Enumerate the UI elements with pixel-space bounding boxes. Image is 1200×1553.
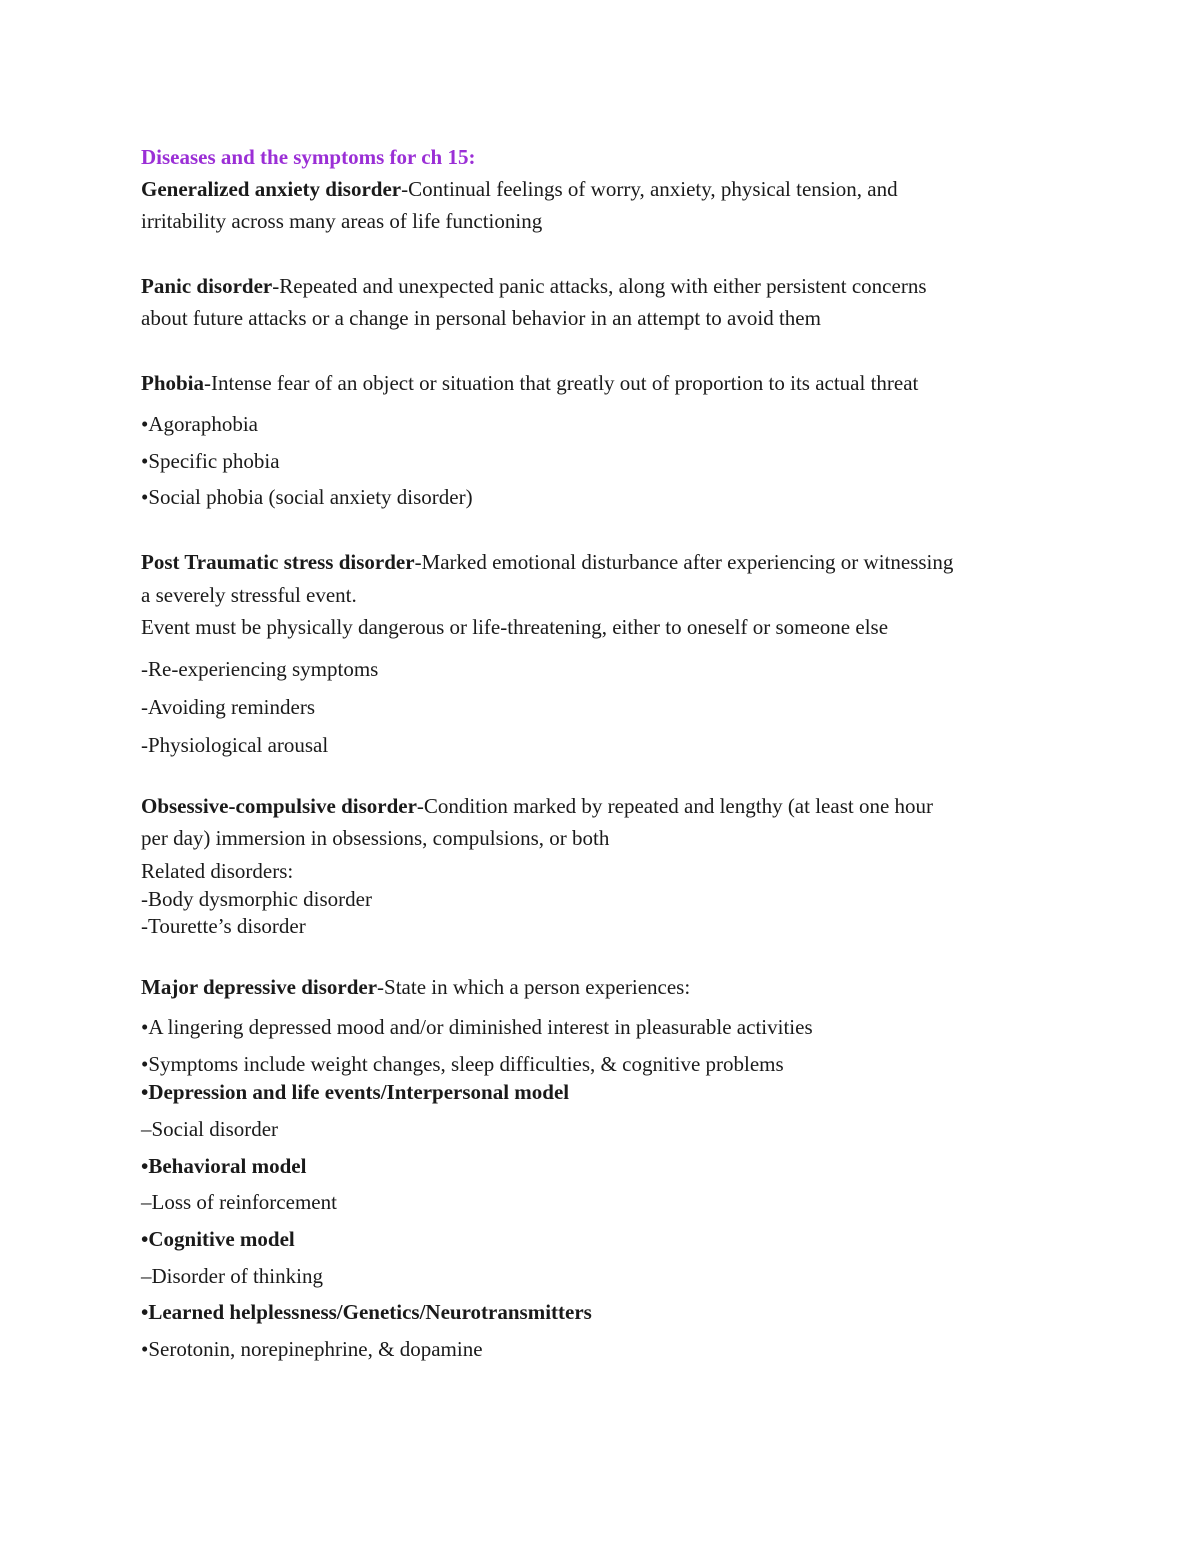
panic-line-1 <box>141 273 927 299</box>
list-item: -Body dysmorphic disorder <box>141 887 372 911</box>
list-item: •Behavioral model <box>141 1154 307 1178</box>
list-item: •Social phobia (social anxiety disorder) <box>141 485 473 509</box>
phobia-term: Phobia <box>141 371 205 395</box>
ocd-line-3: Related disorders: <box>141 859 294 883</box>
ptsd-line-2: a severely stressful event. <box>141 583 357 607</box>
list-item: •Cognitive model <box>141 1227 295 1251</box>
list-item: •Agoraphobia <box>141 412 258 436</box>
list-item: •Depression and life events/Interpersonal model <box>141 1080 570 1104</box>
gad-term: Generalized anxiety disorder <box>141 177 402 201</box>
panic-term: Panic disorder <box>141 274 273 298</box>
list-item: –Social disorder <box>141 1117 279 1141</box>
document-page <box>141 0 1081 1553</box>
list-item: -Avoiding reminders <box>141 695 315 719</box>
list-item: –Disorder of thinking <box>141 1264 323 1288</box>
document-title: Diseases and the symptoms for ch 15: <box>141 145 476 169</box>
ocd-line-2: per day) immersion in obsessions, compulsions, or both <box>141 826 610 850</box>
panic-line-2: about future attacks or a change in personal behavior in an attempt to avoid them <box>141 306 821 330</box>
list-item: -Physiological arousal <box>141 733 329 757</box>
list-item: –Loss of reinforcement <box>141 1190 337 1214</box>
ocd-term: Obsessive-compulsive disorder <box>141 794 417 818</box>
list-item: •A lingering depressed mood and/or diminished interest in pleasurable activities <box>141 1015 813 1039</box>
ocd-definition: -Condition marked by repeated and lengthy (at least one hour <box>416 794 934 818</box>
phobia-definition: -Intense fear of an object or situation that greatly out of proportion to its actual threat <box>204 371 919 395</box>
mdd-definition: -State in which a person experiences: <box>377 975 691 999</box>
gad-line-1 <box>141 176 898 202</box>
mdd-line-1 <box>141 974 690 1000</box>
list-item: -Tourette’s disorder <box>141 914 306 938</box>
list-item: •Specific phobia <box>141 449 280 473</box>
ptsd-definition: -Marked emotional disturbance after experiencing or witnessing <box>414 550 954 574</box>
panic-definition: -Repeated and unexpected panic attacks, along with either persistent concerns <box>272 274 927 298</box>
ptsd-line-3: Event must be physically dangerous or life-threatening, either to oneself or someone else <box>141 615 889 639</box>
list-item: •Serotonin, norepinephrine, & dopamine <box>141 1337 483 1361</box>
list-item: •Symptoms include weight changes, sleep difficulties, & cognitive problems <box>141 1052 784 1076</box>
mdd-term: Major depressive disorder <box>141 975 378 999</box>
phobia-line-1 <box>141 370 918 396</box>
list-item: •Learned helplessness/Genetics/Neurotransmitters <box>141 1300 592 1324</box>
gad-line-2: irritability across many areas of life functioning <box>141 209 543 233</box>
ptsd-line-1 <box>141 549 953 575</box>
ptsd-term: Post Traumatic stress disorder <box>141 550 415 574</box>
gad-definition: -Continual feelings of worry, anxiety, physical tension, and <box>401 177 898 201</box>
list-item: -Re-experiencing symptoms <box>141 657 379 681</box>
ocd-line-1 <box>141 793 933 819</box>
